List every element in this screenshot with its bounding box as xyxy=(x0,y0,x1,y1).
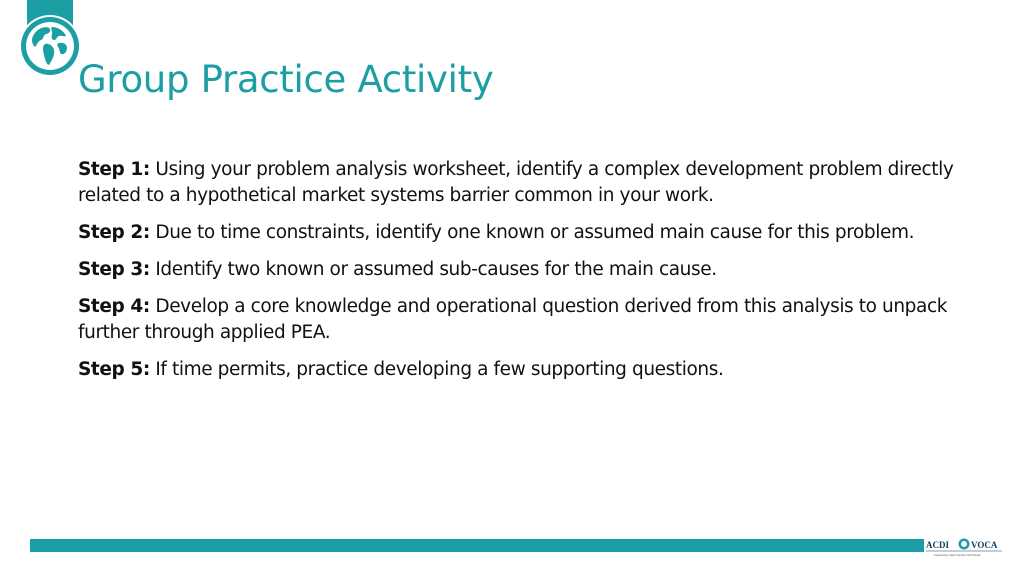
footer-accent-bar xyxy=(30,539,924,552)
step-item xyxy=(78,220,958,246)
step-text: Using your problem analysis worksheet, identify a complex development problem directly related to a hypothetical market systems barrier common in your work. xyxy=(78,159,954,206)
logo-tagline: Expanding Opportunities Worldwide xyxy=(934,553,981,557)
step-item xyxy=(78,157,958,209)
step-item xyxy=(78,257,958,283)
step-label: Step 4: xyxy=(78,296,150,317)
logo-right-text: VOCA xyxy=(971,540,998,550)
step-item xyxy=(78,294,958,346)
globe-icon xyxy=(19,0,81,80)
step-label: Step 3: xyxy=(78,259,150,280)
step-list xyxy=(78,157,958,394)
logo-left-text: ACDI xyxy=(926,540,950,550)
step-text: Develop a core knowledge and operational question derived from this analysis to unpack further through applied PEA. xyxy=(78,296,948,343)
slide-title: Group Practice Activity xyxy=(78,58,494,101)
step-label: Step 1: xyxy=(78,159,150,180)
step-label: Step 2: xyxy=(78,222,150,243)
acdi-voca-logo xyxy=(924,534,1004,558)
step-text: Identify two known or assumed sub-causes for the main cause. xyxy=(155,259,717,280)
step-text: If time permits, practice developing a few supporting questions. xyxy=(155,359,724,380)
step-label: Step 5: xyxy=(78,359,150,380)
step-text: Due to time constraints, identify one known or assumed main cause for this problem. xyxy=(155,222,915,243)
step-item xyxy=(78,357,958,383)
